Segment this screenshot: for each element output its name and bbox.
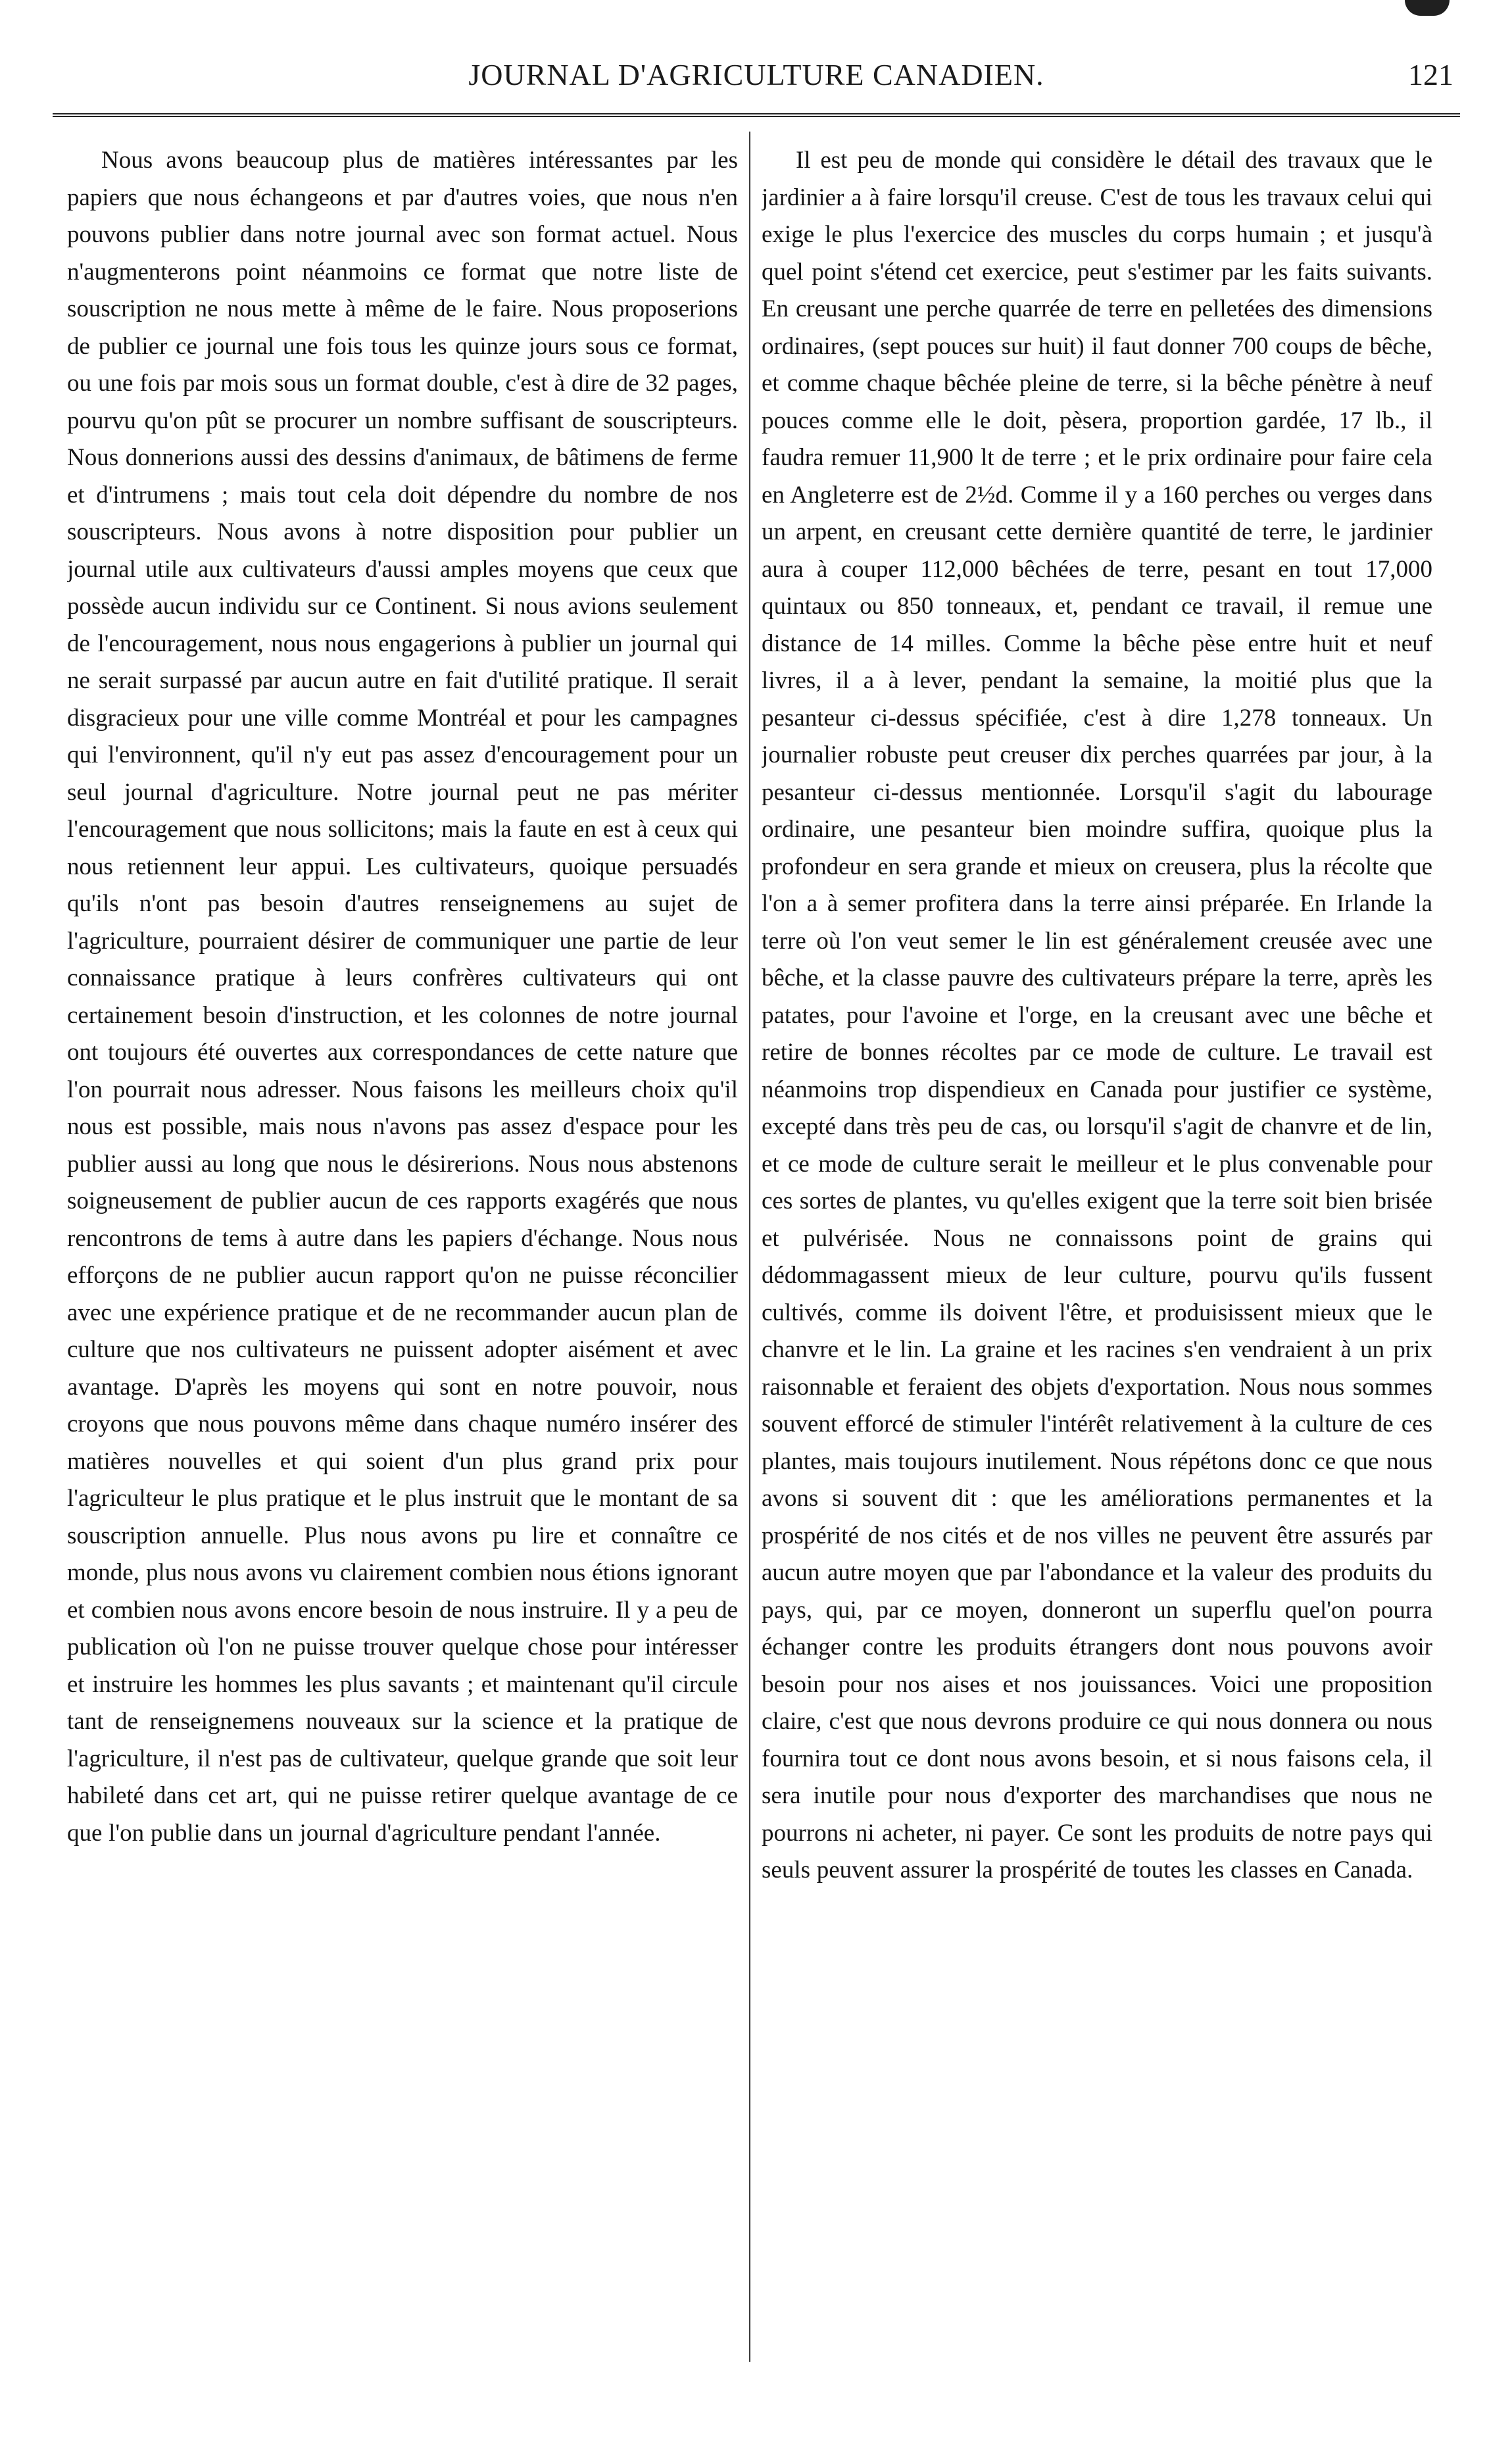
running-title: JOURNAL D'AGRICULTURE CANADIEN.	[468, 58, 1044, 91]
header-rule	[53, 113, 1460, 117]
left-column-text: Nous avons beaucoup plus de matières intéressantes par les papiers que nous échangeons et par d'autres voies, que nous n'en pouvons publier dans notre journal avec son format actuel. Nous n'augmenterons point néanmoins ce format que notre liste de souscription ne nous mette à même de le faire. Nous proposerions de publier ce journal une fois tous les quinze jours sous ce format, ou une fois par mois sous un format double, c'est à dire de 32 pages, pourvu qu'on pût se procurer un nombre suffisant de souscripteurs. Nous donnerions aussi des dessins d'animaux, de bâtimens de ferme et d'intrumens ; mais tout cela doit dépendre du nombre de nos souscripteurs. Nous avons à notre disposition pour publier un journal utile aux cultivateurs d'aussi amples moyens que ceux que possède aucun individu sur ce Continent. Si nous avions seulement de l'encouragement, nous nous engagerions à publier un journal qui ne serait surpassé par aucun autre en fait d'utilité pratique. Il serait disgracieux pour une ville comme Montréal et pour les campagnes qui l'environnent, qu'il n'y eut pas assez d'encouragement pour un seul journal d'agriculture. Notre journal peut ne pas mériter l'encouragement que nous sollicitons; mais la faute en est à ceux qui nous retiennent leur appui. Les cultivateurs, quoique persuadés qu'ils n'ont pas besoin d'autres renseignemens au sujet de l'agriculture, pourraient désirer de communiquer une partie de leur connaissance pratique à leurs confrères cultivateurs qui ont certainement besoin d'instruction, et les colonnes de notre journal ont toujours été ouvertes aux correspondances de cette nature que l'on pourrait nous adresser. Nous faisons les meilleurs choix qu'il nous est possible, mais nous n'avons pas assez d'espace pour les publier aussi au long que nous le désirerions. Nous nous abstenons soigneusement de publier aucun de ces rapports exagérés que nous rencontrons de tems à autre dans les papiers d'échange. Nous nous efforçons de ne publier aucun rapport qu'on ne puisse réconcilier avec une expérience pratique et de ne recommander aucun plan de culture que nos cultivateurs ne puissent adopter aisément et avec avantage. D'après les moyens qui sont en notre pouvoir, nous croyons que nous pouvons même dans chaque numéro insérer des matières nouvelles et qui soient d'un plus grand prix pour l'agriculteur le plus pratique et le plus instruit que le montant de sa souscription annuelle. Plus nous avons pu lire et connaître ce monde, plus nous avons vu clairement combien nous étions ignorant et combien nous avons encore besoin de nous instruire. Il y a peu de publication où l'on ne puisse trouver quelque chose pour intéresser et instruire les hommes les plus savants ; et maintenant qu'il circule tant de renseignemens nouveaux sur la science et la pratique de l'agriculture, il n'est pas de cultivateur, quelque grande que soit leur habileté dans cet art, qui ne puisse retirer quelque avantage de ce que l'on publie dans un journal d'agriculture pendant l'année.	[67, 147, 738, 1847]
right-column	[762, 142, 1432, 2379]
page-number: 121	[1408, 58, 1453, 91]
right-column-text: Il est peu de monde qui considère le détail des travaux que le jardinier a à faire lorsqu'il creuse. C'est de tous les travaux celui qui exige le plus l'exercice des muscles du corps humain ; et jusqu'à quel point s'étend cet exercice, peut s'estimer par les faits suivants. En creusant une perche quarrée de terre en pelletées des dimensions ordinaires, (sept pouces sur huit) il faut donner 700 coups de bêche, et comme chaque bêchée pleine de terre, si la bêche pénètre à neuf pouces comme elle le doit, pèsera, proportion gardée, 17 lb., il faudra remuer 11,900 lt de terre ; et le prix ordinaire pour faire cela en Angleterre est de 2½d. Comme il y a 160 perches ou verges dans un arpent, en creusant cette dernière quantité de terre, le jardinier aura à couper 112,000 bêchées de terre, pesant en tout 17,000 quintaux ou 850 tonneaux, et, pendant ce travail, il remue une distance de 14 milles. Comme la bêche pèse entre huit et neuf livres, il a à lever, pendant la semaine, la moitié plus que la pesanteur ci-dessus spécifiée, c'est à dire 1,278 tonneaux. Un journalier robuste peut creuser dix perches quarrées par jour, à la pesanteur ci-dessus mentionnée. Lorsqu'il s'agit du labourage ordinaire, une pesanteur bien moindre suffira, quoique plus la profondeur en sera grande et mieux on creusera, plus la récolte que l'on a à semer profitera dans la terre ainsi préparée. En Irlande la terre où l'on veut semer le lin est généralement creusée avec une bêche, et la classe pauvre des cultivateurs prépare la terre, après les patates, pour l'avoine et l'orge, en la creusant avec une bêche et retire de bonnes récoltes par ce mode de culture. Le travail est néanmoins trop dispendieux en Canada pour justifier ce système, excepté dans très peu de cas, ou lorsqu'il s'agit de chanvre et de lin, et ce mode de culture serait le meilleur et le plus convenable pour ces sortes de plantes, vu qu'elles exigent que la terre soit bien brisée et pulvérisée. Nous ne connaissons point de grains qui dédommagassent mieux de leur culture, pourvu qu'ils fussent cultivés, comme ils doivent l'être, et produisissent mieux que le chanvre et le lin. La graine et les racines s'en vendraient à un prix raisonnable et feraient des objets d'exportation. Nous nous sommes souvent efforcé de stimuler l'intérêt relativement à la culture de ces plantes, mais toujours inutilement. Nous répétons donc ce que nous avons si souvent dit : que les améliorations permanentes et la prospérité de nos cités et de nos villes ne peuvent être assurés par aucun autre moyen que par l'abondance et la valeur des produits du pays, qui, par ce moyen, donneront un superflu quel'on pourra échanger contre les produits étrangers dont nous pouvons avoir besoin pour nos aises et nos jouissances. Voici une proposition claire, c'est que nous devrons produire ce qui nous donnera ou nous fournira tout ce dont nous avons besoin, et si nous faisons cela, il sera inutile pour nous d'exporter des marchandises que nous ne pourrons ni acheter, ni payer. Ce sont les produits de notre pays qui seuls peuvent assurer la prospérité de toutes les classes en Canada.	[762, 147, 1432, 1883]
column-divider	[749, 132, 750, 2362]
print-blot-mark	[1405, 0, 1450, 16]
left-column	[67, 142, 738, 2379]
page-header	[53, 55, 1460, 107]
